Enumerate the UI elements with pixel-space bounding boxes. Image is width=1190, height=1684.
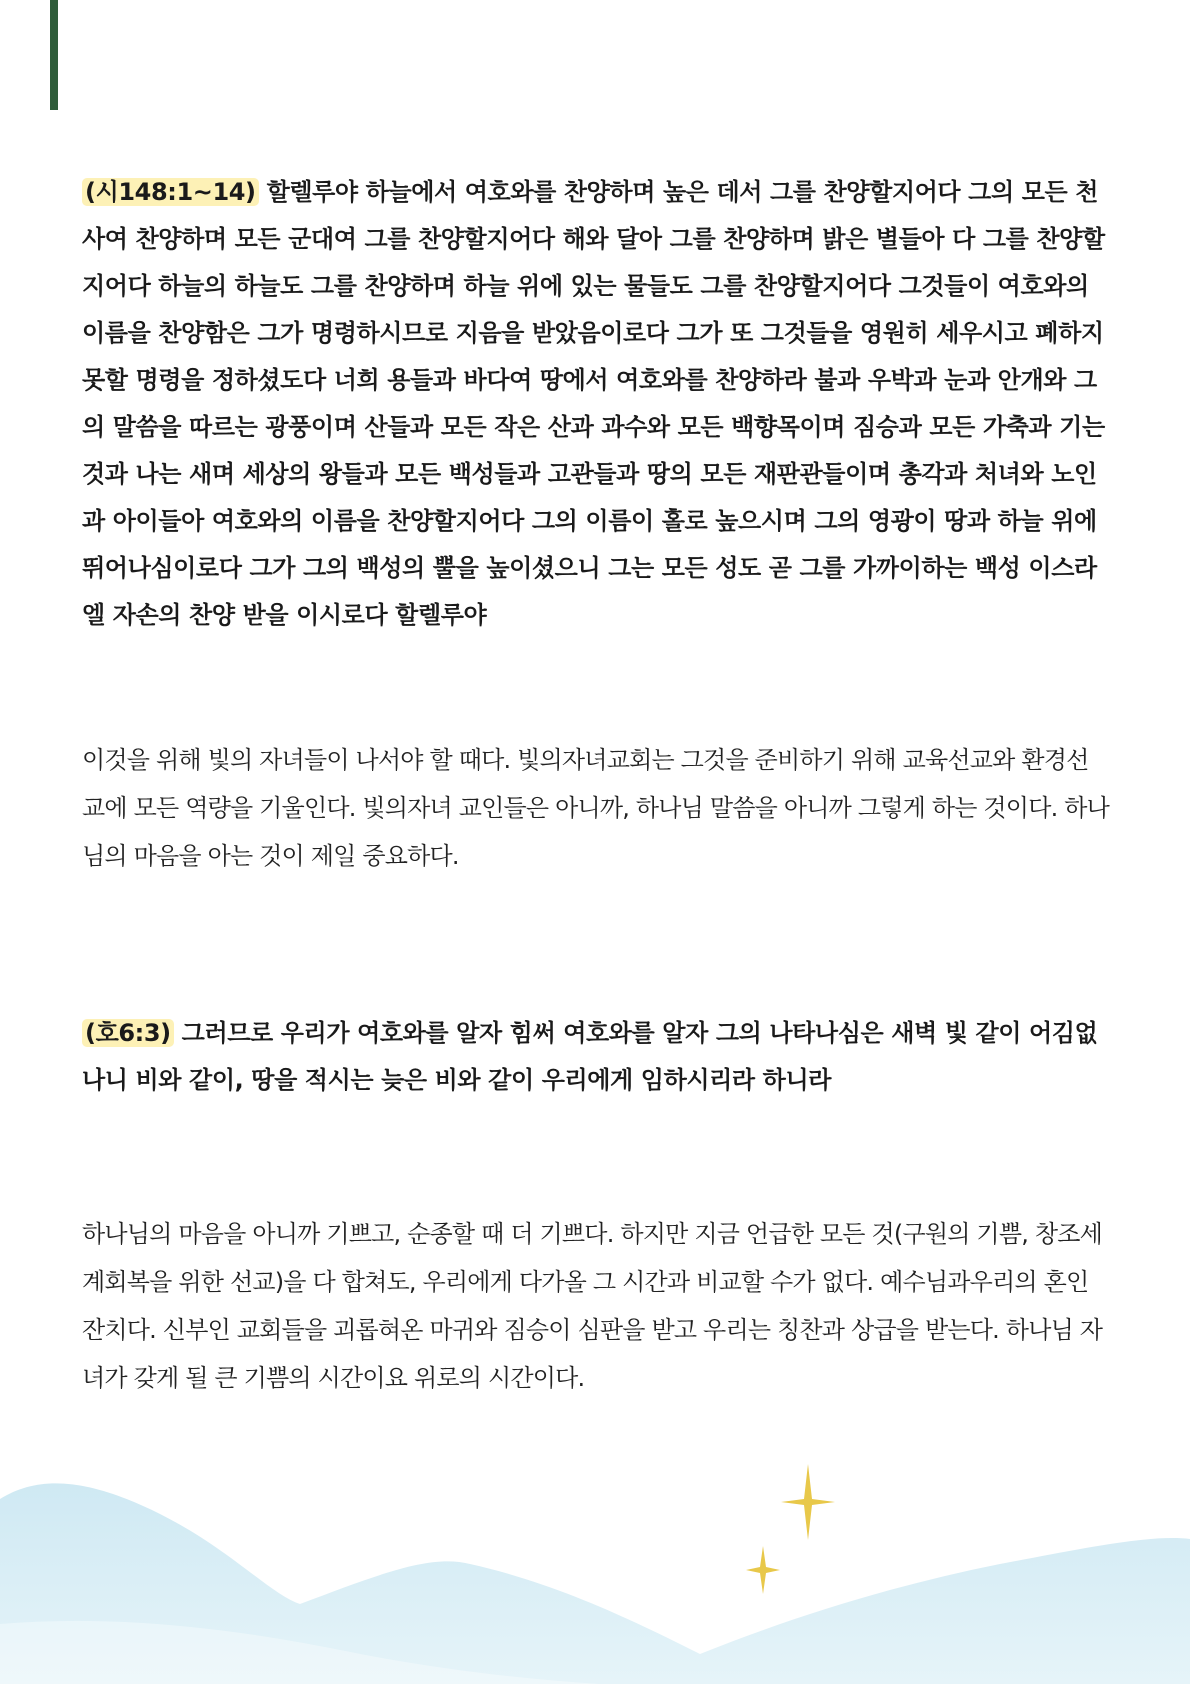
sparkle-icon <box>746 1464 835 1594</box>
scripture-reference: (호6:3) <box>82 1019 174 1047</box>
commentary-paragraph: 이것을 위해 빛의 자녀들이 나서야 할 때다. 빛의자녀교회는 그것을 준비하기 위해 교육선교와 환경선교에 모든 역량을 기울인다. 빛의자녀 교인들은 아니까, 하나님 말씀을 아니까 그렇게 하는 것이다. 하나님의 마음을 아는 것이 제일 중요하다. <box>82 746 1110 870</box>
scripture-passage-psalm <box>82 169 1110 639</box>
accent-bar <box>50 0 58 110</box>
scripture-passage-hosea <box>82 1010 1110 1104</box>
scripture-text: 그러므로 우리가 여호와를 알자 힘써 여호와를 알자 그의 나타나심은 새벽 빛 같이 어김없나니 비와 같이, 땅을 적시는 늦은 비와 같이 우리에게 임하시리라 하니라 <box>82 1019 1098 1094</box>
scripture-text: 할렐루야 하늘에서 여호와를 찬양하며 높은 데서 그를 찬양할지어다 그의 모든 천사여 찬양하며 모든 군대여 그를 찬양할지어다 해와 달아 그를 찬양하며 밝은 별들아 다 그를 찬양할지어다 하늘의 하늘도 그를 찬양하며 하늘 위에 있는 물들도 그를 찬양할지어다 그것들이 여호와의 이름을 찬양함은 그가 명령하시므로 지음을 받았음이로다 그가 또 그것들을 영원히 세우시고 폐하지 못할 명령을 정하셨도다 너희 용들과 바다여 땅에서 여호와를 찬양하라 불과 우박과 눈과 안개와 그의 말씀을 따르는 광풍이며 산들과 모든 작은 산과 과수와 모든 백향목이며 짐승과 모든 가축과 기는 것과 나는 새며 세상의 왕들과 모든 백성들과 고관들과 땅의 모든 재판관들이며 총각과 처녀와 노인과 아이들아 여호와의 이름을 찬양할지어다 그의 이름이 홀로 높으시며 그의 영광이 땅과 하늘 위에 뛰어나심이로다 그가 그의 백성의 뿔을 높이셨으니 그는 모든 성도 곧 그를 가까이하는 백성 이스라엘 자손의 찬양 받을 이시로다 할렐루야 <box>82 178 1105 629</box>
commentary-paragraph: 하나님의 마음을 아니까 기쁘고, 순종할 때 더 기쁘다. 하지만 지금 언급한 모든 것(구원의 기쁨, 창조세계회복을 위한 선교)을 다 합쳐도, 우리에게 다가올 그 시간과 비교할 수가 없다. 예수님과우리의 혼인잔치다. 신부인 교회들을 괴롭혀온 마귀와 짐승이 심판을 받고 우리는 칭찬과 상급을 받는다. 하나님 자녀가 갖게 될 큰 기쁨의 시간이요 위로의 시간이다. <box>82 1220 1103 1392</box>
hills-decoration <box>0 1454 1190 1684</box>
scripture-reference: (시148:1~14) <box>82 178 259 206</box>
